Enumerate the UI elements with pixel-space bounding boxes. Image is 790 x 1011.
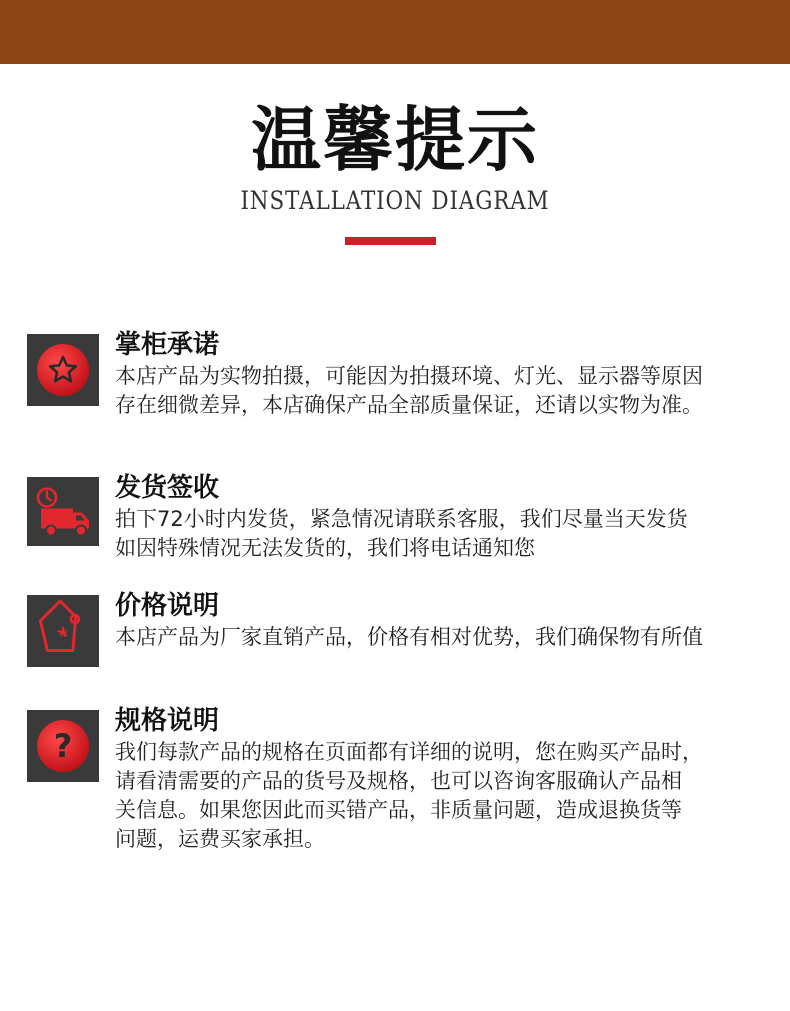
- svg-text:¥: ¥: [55, 624, 73, 643]
- notice-title: 掌柜承诺: [115, 330, 220, 360]
- notice-line: 本店产品为厂家直销产品，价格有相对优势，我们确保物有所值: [115, 625, 703, 649]
- notice-title: 价格说明: [115, 591, 220, 621]
- question-mark-icon: [27, 710, 99, 782]
- notice-text: [115, 505, 765, 563]
- notice-line: 拍下72小时内发货，紧急情况请联系客服，我们尽量当天发货: [115, 507, 688, 531]
- svg-text:?: ?: [53, 727, 73, 765]
- notice-text: [115, 623, 765, 652]
- notice-line: 本店产品为实物拍摄，可能因为拍摄环境、灯光、显示器等原因: [115, 364, 703, 388]
- page-title: 温馨提示: [251, 99, 539, 181]
- page-subtitle: INSTALLATION DIAGRAM: [240, 186, 550, 215]
- notice-line: 如因特殊情况无法发货的，我们将电话通知您: [115, 536, 535, 560]
- notice-title: 规格说明: [115, 706, 220, 736]
- notice-title: 发货签收: [115, 473, 220, 503]
- notice-line: 请看清需要的产品的货号及规格，也可以咨询客服确认产品相: [115, 769, 682, 793]
- notice-line: 存在细微差异，本店确保产品全部质量保证，还请以实物为准。: [115, 393, 703, 417]
- notice-line: 问题，运费买家承担。: [115, 827, 325, 851]
- star-icon: [27, 334, 99, 406]
- top-brown-band: [0, 0, 790, 64]
- title-divider: [345, 237, 436, 245]
- price-tag-icon: [27, 595, 99, 667]
- delivery-truck-icon: [27, 477, 99, 546]
- notice-text: [115, 362, 765, 420]
- notice-text: [115, 738, 765, 854]
- notice-line: 我们每款产品的规格在页面都有详细的说明，您在购买产品时，: [115, 740, 703, 764]
- notice-line: 关信息。如果您因此而买错产品，非质量问题，造成退换货等: [115, 798, 682, 822]
